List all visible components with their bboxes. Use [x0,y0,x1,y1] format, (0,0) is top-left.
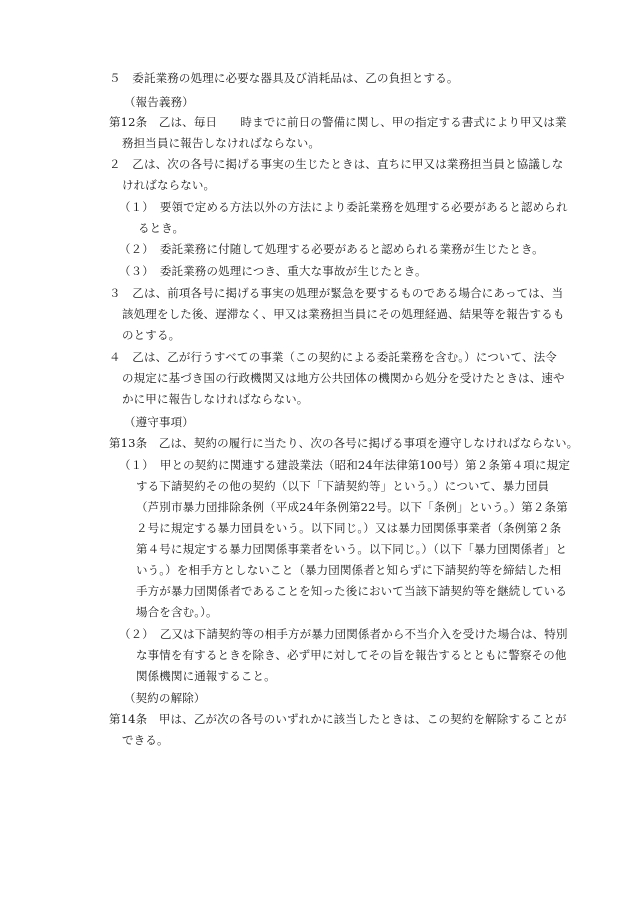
item-13-1-line-7: 手方が暴力団関係者であることを知った後において当該下請契約等を継続している [136,584,568,598]
article-14-line-2: できる。 [122,733,169,747]
item-13-1-line-1: （１） 甲との契約に関連する建設業法（昭和24年法律第100号）第２条第４項に規定 [119,458,570,472]
article-14-line-1: 第14条 甲は、乙が次の各号のいずれかに該当したときは、この契約を解除することが [109,712,567,726]
item-1-line-2: るとき。 [138,221,185,235]
item-13-1-line-6: いう。）を相手方としないこと（暴力団関係者と知らずに下請契約等を締結した相 [136,563,562,577]
heading-compliance: （遵守事項） [124,415,194,429]
paragraph-3-line-3: のとする。 [122,328,181,342]
item-1-line-1: （１） 要領で定める方法以外の方法により委託業務を処理する必要があると認められ [119,200,568,214]
item-13-1-line-2: する下請契約その他の契約（以下「下請契約等」という。）について、暴力団員 [136,479,550,493]
article-13-line-1: 第13条 乙は、契約の履行に当たり、次の各号に掲げる事項を遵守しなければならない。 [109,436,579,450]
item-13-1-line-4: ２号に規定する暴力団員をいう。以下同じ。）又は暴力団関係事業者（条例第２条 [136,521,562,535]
item-2-line: （２） 委託業務に付随して処理する必要があると認められる業務が生じたとき。 [119,242,544,256]
paragraph-2-line-1: ２ 乙は、次の各号に掲げる事実の生じたときは、直ちに甲又は業務担当員と協議しな [109,157,564,171]
article-12-line-2: 務担当員に報告しなければならない。 [122,136,321,150]
item-13-1-line-3: （芦別市暴力団排除条例（平成24年条例第22号。以下「条例」という。）第２条第 [136,500,568,514]
item-5-line: ５ 委託業務の処理に必要な器具及び消耗品は、乙の負担とする。 [109,71,459,85]
item-13-1-line-8: 場合を含む。）。 [136,605,218,619]
paragraph-4-line-1: ４ 乙は、乙が行うすべての事業（この契約による委託業務を含む。）について、法令 [109,350,557,364]
paragraph-4-line-3: かに甲に報告しなければならない。 [122,392,309,406]
heading-report-obligation: （報告義務） [124,95,194,109]
item-3-line: （３） 委託業務の処理につき、重大な事故が生じたとき。 [119,264,427,278]
paragraph-3-line-1: ３ 乙は、前項各号に掲げる事実の処理が緊急を要するものである場合にあっては、当 [109,286,564,300]
paragraph-4-line-2: の規定に基づき国の行政機関又は地方公共団体の機関から処分を受けたときは、速や [122,371,565,385]
item-13-2-line-3: 関係機関に通報すること。 [136,669,276,683]
item-13-1-line-5: 第４号に規定する暴力団関係事業者をいう。以下同じ。）（以下「暴力団関係者」と [136,542,568,556]
paragraph-3-line-2: 該処理をした後、遅滞なく、甲又は業務担当員にその処理経過、結果等を報告するも [122,307,565,321]
item-13-2-line-2: な事情を有するときを除き、必ず甲に対してその旨を報告するとともに警察その他 [136,648,567,662]
heading-contract-termination: （契約の解除） [124,691,206,705]
article-12-line-1: 第12条 乙は、毎日 時までに前日の警備に関し、甲の指定する書式により甲又は業 [109,115,567,129]
paragraph-2-line-2: ければならない。 [122,178,216,192]
item-13-2-line-1: （２） 乙又は下請契約等の相手方が暴力団関係者から不当介入を受けた場合は、特別 [119,627,568,641]
